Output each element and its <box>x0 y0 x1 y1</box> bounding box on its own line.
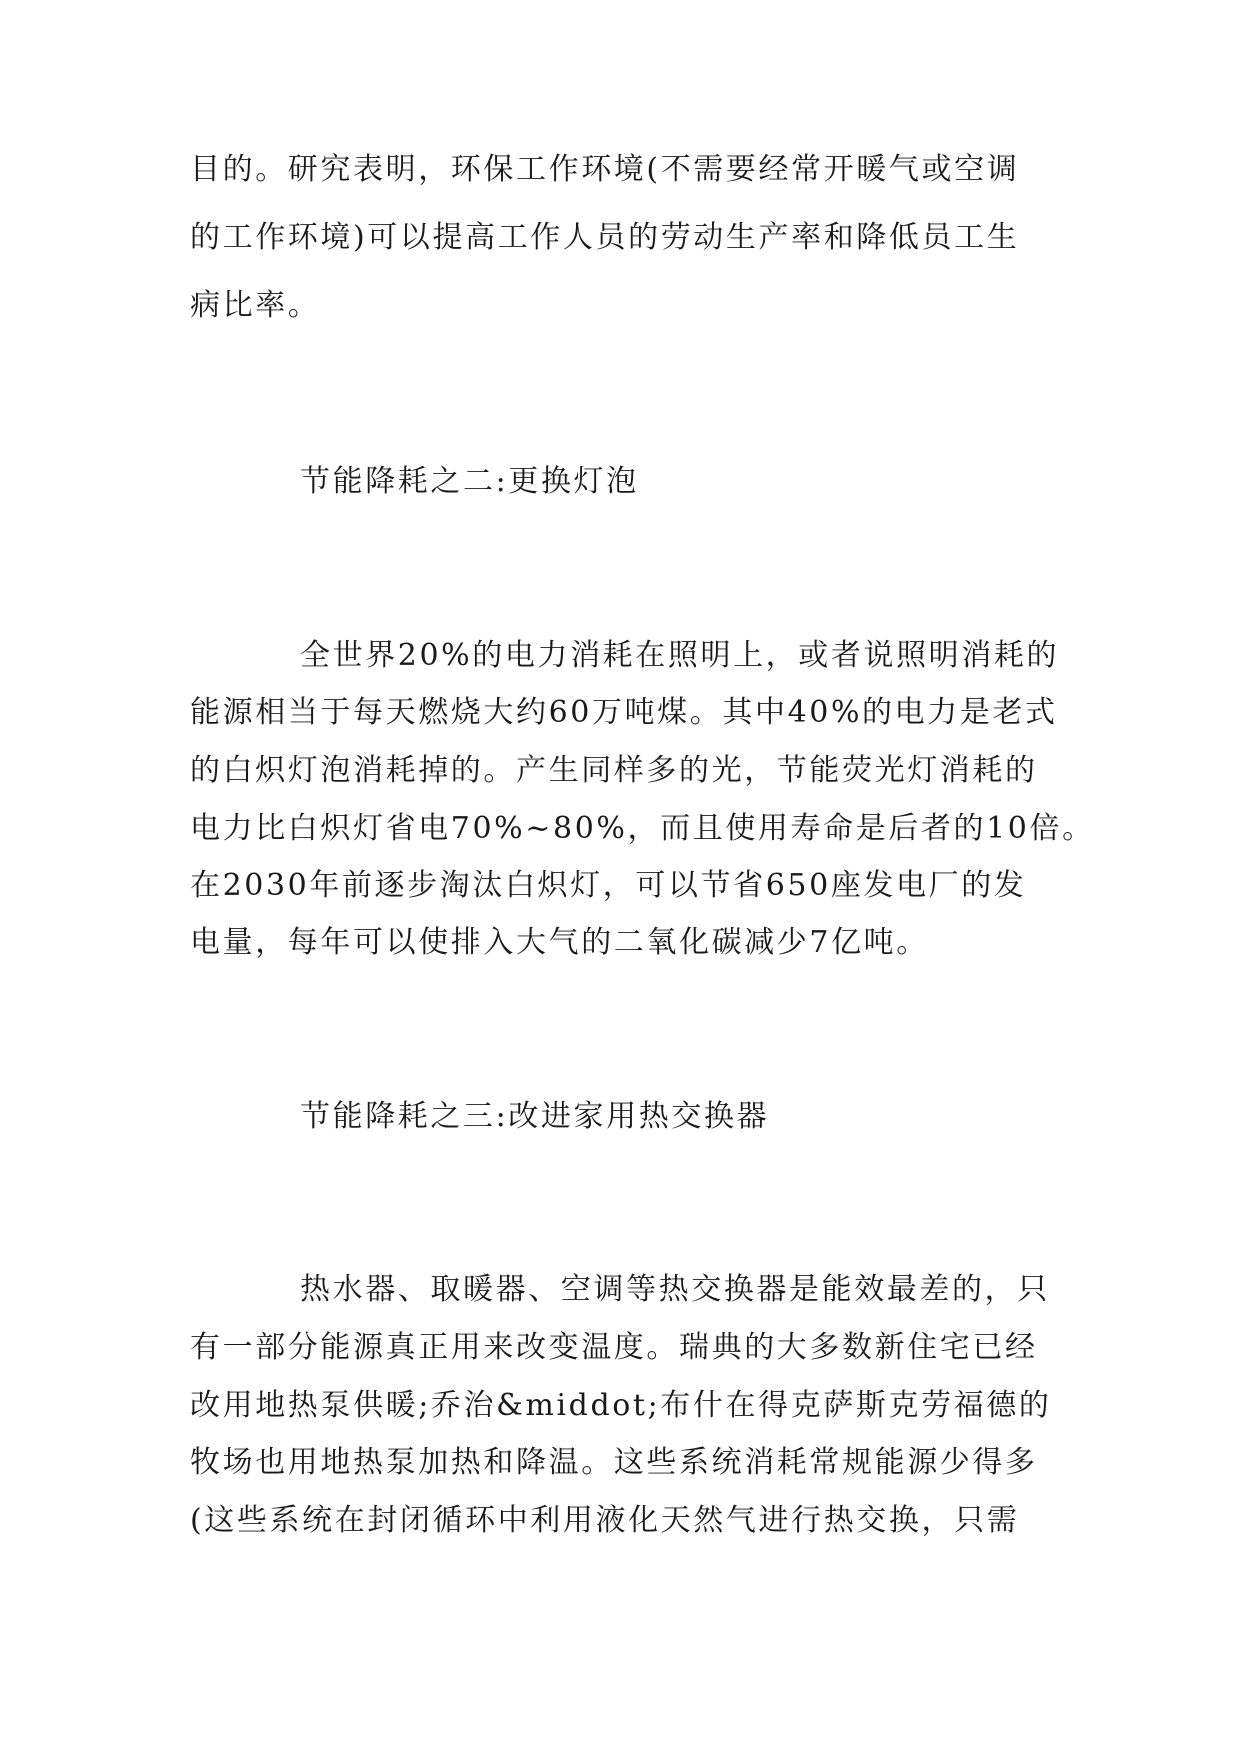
paragraph-2-line-2: 能源相当于每天燃烧大约60万吨煤。其中40%的电力是老式 <box>190 695 1058 730</box>
paragraph-2-line-5: 在2030年前逐步淘汰白炽灯，可以节省650座发电厂的发 <box>190 868 1027 903</box>
paragraph-3-line-4: 牧场也用地热泵加热和降温。这些系统消耗常规能源少得多 <box>190 1445 1038 1480</box>
paragraph-3-line-3: 改用地热泵供暖;乔治&middot;布什在得克萨斯克劳福德的 <box>190 1388 1052 1423</box>
section-heading-2: 节能降耗之二:更换灯泡 <box>300 464 639 499</box>
paragraph-3-line-1: 热水器、取暖器、空调等热交换器是能效最差的，只 <box>300 1272 1050 1307</box>
paragraph-2-line-3: 的白炽灯泡消耗掉的。产生同样多的光，节能荧光灯消耗的 <box>190 753 1038 788</box>
paragraph-2-line-1: 全世界20%的电力消耗在照明上，或者说照明消耗的 <box>300 638 1060 673</box>
paragraph-1-line-3: 病比率。 <box>190 288 321 323</box>
paragraph-1-line-2: 的工作环境)可以提高工作人员的劳动生产率和降低员工生 <box>190 220 1020 255</box>
paragraph-3-line-2: 有一部分能源真正用来改变温度。瑞典的大多数新住宅已经 <box>190 1330 1038 1365</box>
section-heading-3: 节能降耗之三:改进家用热交换器 <box>300 1099 770 1134</box>
paragraph-2-line-4: 电力比白炽灯省电70%~80%，而且使用寿命是后者的10倍。 <box>190 811 1095 846</box>
paragraph-3-line-5: (这些系统在封闭循环中利用液化天然气进行热交换，只需 <box>190 1503 1020 1538</box>
paragraph-1-line-1: 目的。研究表明，环保工作环境(不需要经常开暖气或空调 <box>190 152 1020 187</box>
paragraph-2-line-6: 电量，每年可以使排入大气的二氧化碳减少7亿吨。 <box>190 925 929 960</box>
